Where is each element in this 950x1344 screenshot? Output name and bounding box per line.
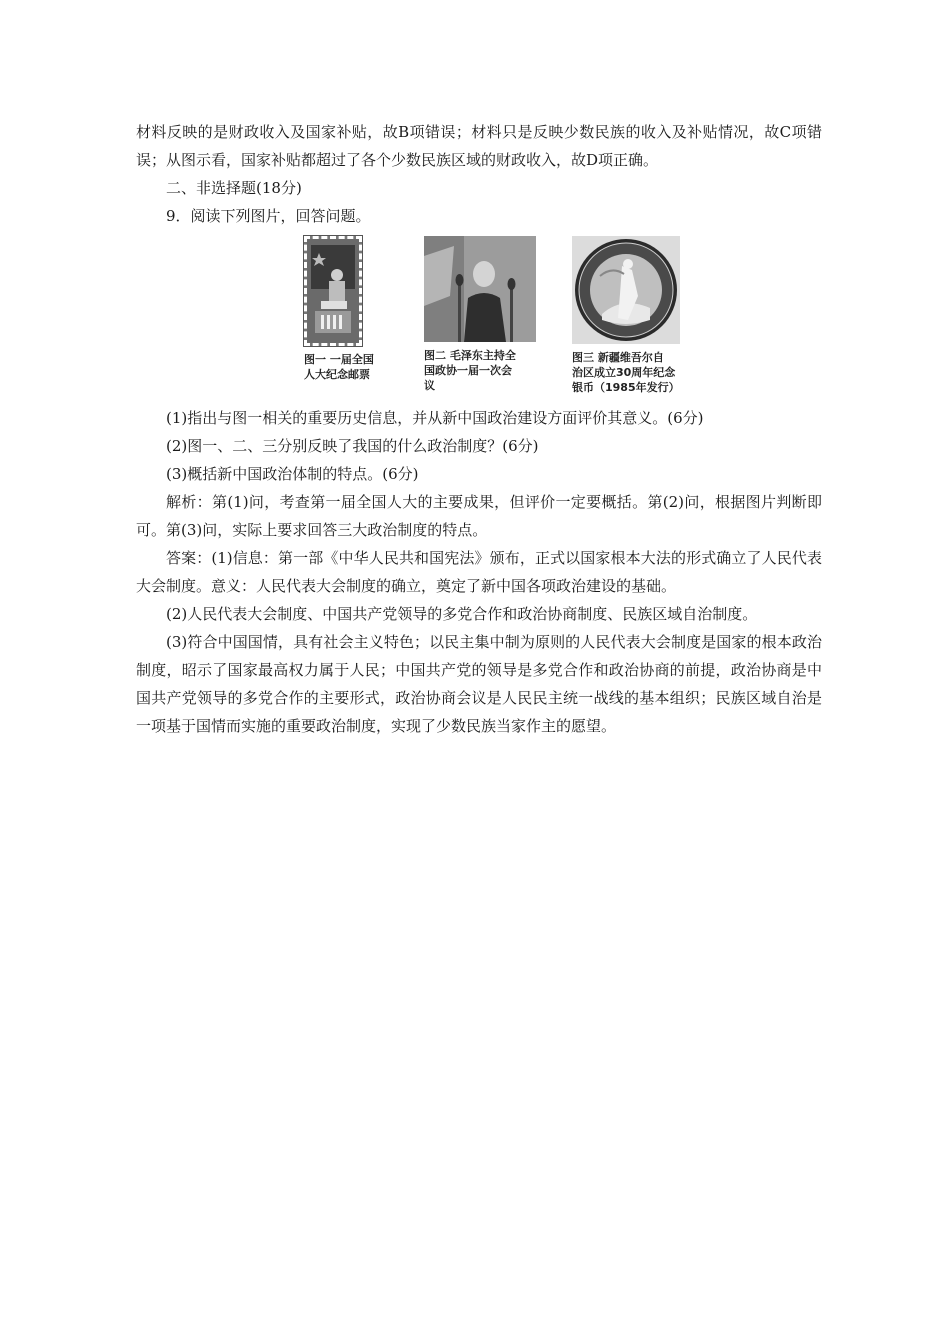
figure-2 — [424, 236, 536, 393]
sub-question-1: (1)指出与图一相关的重要历史信息，并从新中国政治建设方面评价其意义。(6分) — [166, 409, 704, 427]
coin-illustration — [572, 236, 680, 344]
figure-1-caption: 图一 一届全国 人大纪念邮票 — [304, 353, 374, 381]
photo-image — [424, 236, 536, 342]
photo-illustration — [424, 236, 536, 342]
section-heading: 二、非选择题(18分) — [166, 179, 302, 197]
answer-paragraph-1: 答案：(1)信息：第一部《中华人民共和国宪法》颁布，正式以国家根本大法的形式确立了人民代表大会制度。意义：人民代表大会制度的确立，奠定了新中国各项政治建设的基础。 — [136, 549, 822, 595]
document-body — [136, 118, 822, 740]
sub-question-3: (3)概括新中国政治体制的特点。(6分) — [166, 465, 419, 483]
stamp-image — [304, 236, 362, 346]
sub-question-2: (2)图一、二、三分别反映了我国的什么政治制度？(6分) — [166, 437, 539, 455]
figure-3 — [572, 236, 680, 395]
figure-3-caption: 图三 新疆维吾尔自 治区成立30周年纪念 银币（1985年发行） — [572, 351, 680, 394]
paragraph-answer-continuation: 材料反映的是财政收入及国家补贴，故B项错误；材料只是反映少数民族的收入及补贴情况，故C项错误；从图示看，国家补贴都超过了各个少数民族区域的财政收入，故D项正确。 — [136, 123, 822, 169]
analysis-paragraph: 解析：第(1)问，考查第一届全国人大的主要成果，但评价一定要概括。第(2)问，根据图片判断即可。第(3)问，实际上要求回答三大政治制度的特点。 — [136, 493, 822, 539]
figure-1 — [304, 236, 374, 382]
answer-paragraph-2: (2)人民代表大会制度、中国共产党领导的多党合作和政治协商制度、民族区域自治制度。 — [166, 605, 758, 623]
stamp-illustration — [307, 239, 359, 343]
figure-row — [136, 234, 822, 402]
question-9: 9．阅读下列图片，回答问题。 — [166, 207, 371, 225]
answer-paragraph-3: (3)符合中国国情，具有社会主义特色；以民主集中制为原则的人民代表大会制度是国家的根本政治制度，昭示了国家最高权力属于人民；中国共产党的领导是多党合作和政治协商的前提，政治协商是中国共产党领导的多党合作的主要形式，政治协商会议是人民民主统一战线的基本组织；民族区域自治是一项基于国情而实施的重要政治制度，实现了少数民族当家作主的愿望。 — [136, 633, 822, 735]
coin-image — [572, 236, 680, 344]
figure-2-caption: 图二 毛泽东主持全 国政协一届一次会 议 — [424, 349, 516, 392]
